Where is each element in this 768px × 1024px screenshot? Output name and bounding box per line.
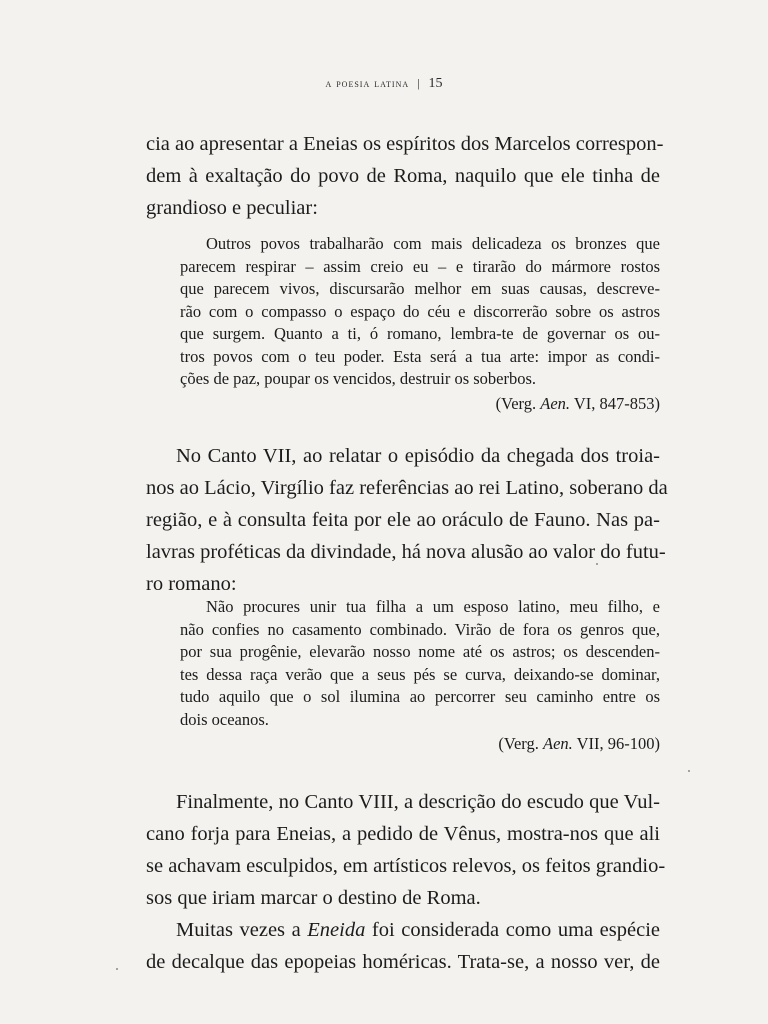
scan-speck	[688, 770, 690, 772]
text-line: nos ao Lácio, Virgílio faz referências ao rei Latino, soberano da	[146, 477, 668, 499]
quote-line: dois oceanos.	[180, 709, 269, 729]
header-separator: |	[417, 76, 421, 90]
quote-line: tudo aquilo que o sol ilumina ao percorrer seu caminho entre os	[180, 687, 660, 706]
quote-line: tros povos com o teu poder. Esta será a tua arte: impor as condi-	[180, 346, 660, 366]
paragraph-2	[146, 440, 668, 600]
quote-line: Outros povos trabalharão com mais delicadeza os bronzes que	[206, 234, 660, 253]
block-quote-1	[180, 233, 660, 391]
text-line: sos que iriam marcar o destino de Roma.	[146, 887, 481, 909]
quote-line: Não procures unir tua filha a um esposo latino, meu filho, e	[206, 597, 660, 616]
quote-line: que parecem vivos, discursarão melhor em suas causas, descreve-	[180, 279, 660, 298]
text-line: de decalque das epopeias homéricas. Trata-se, a nosso ver, de	[146, 951, 660, 973]
quote-line: parecem respirar – assim creio eu – e tirarão do mármore rostos	[180, 256, 660, 276]
running-header	[0, 76, 768, 92]
text-line: dem à exaltação do povo de Roma, naquilo que ele tinha de	[146, 165, 660, 187]
page-number: 15	[428, 76, 443, 91]
work-title: Eneida	[307, 919, 366, 941]
text-line: No Canto VII, ao relatar o episódio da chegada dos troia-	[176, 445, 660, 467]
quote-line: por sua progênie, elevarão nosso nome até os astros; os descenden-	[180, 642, 660, 661]
text-line: ro romano:	[146, 573, 237, 595]
text-line: grandioso e peculiar:	[146, 197, 318, 219]
citation-2: (Verg. Aen. VII, 96-100)	[498, 734, 660, 753]
work-title: Aen.	[540, 394, 571, 413]
text-line: cano forja para Eneias, a pedido de Vênus, mostra-nos que ali	[146, 823, 660, 845]
quote-line: que surgem. Quanto a ti, ó romano, lembra-te de governar os ou-	[180, 324, 660, 343]
quote-line: ções de paz, poupar os vencidos, destruir os soberbos.	[180, 369, 537, 388]
running-title: a poesia latina	[325, 76, 410, 90]
text-line: cia ao apresentar a Eneias os espíritos dos Marcelos correspon-	[146, 133, 664, 155]
block-quote-2	[180, 596, 660, 731]
text-line: lavras proféticas da divindade, há nova alusão ao valor do futu-	[146, 541, 666, 563]
citation-1: (Verg. Aen. VI, 847-853)	[495, 394, 660, 413]
text-line: região, e à consulta feita por ele ao oráculo de Fauno. Nas pa-	[146, 509, 660, 531]
quote-line: tes dessa raça verão que a seus pés se curva, deixando-se dominar,	[180, 664, 660, 684]
paragraph-1	[146, 128, 664, 224]
work-title: Aen.	[542, 734, 573, 753]
scan-speck	[116, 968, 118, 970]
scan-speck	[596, 563, 598, 565]
text-line: Finalmente, no Canto VIII, a descrição do escudo que Vul-	[176, 791, 660, 813]
text-line: se achavam esculpidos, em artísticos relevos, os feitos grandio-	[146, 855, 666, 877]
quote-line: não confies no casamento combinado. Virão de fora os genros que,	[180, 619, 660, 639]
text-line: Muitas vezes a Eneida foi considerada como uma espécie	[176, 919, 660, 941]
paragraph-4	[146, 914, 660, 978]
paragraph-3	[146, 786, 666, 914]
quote-line: rão com o compasso o espaço do céu e discorrerão sobre os astros	[180, 301, 660, 321]
